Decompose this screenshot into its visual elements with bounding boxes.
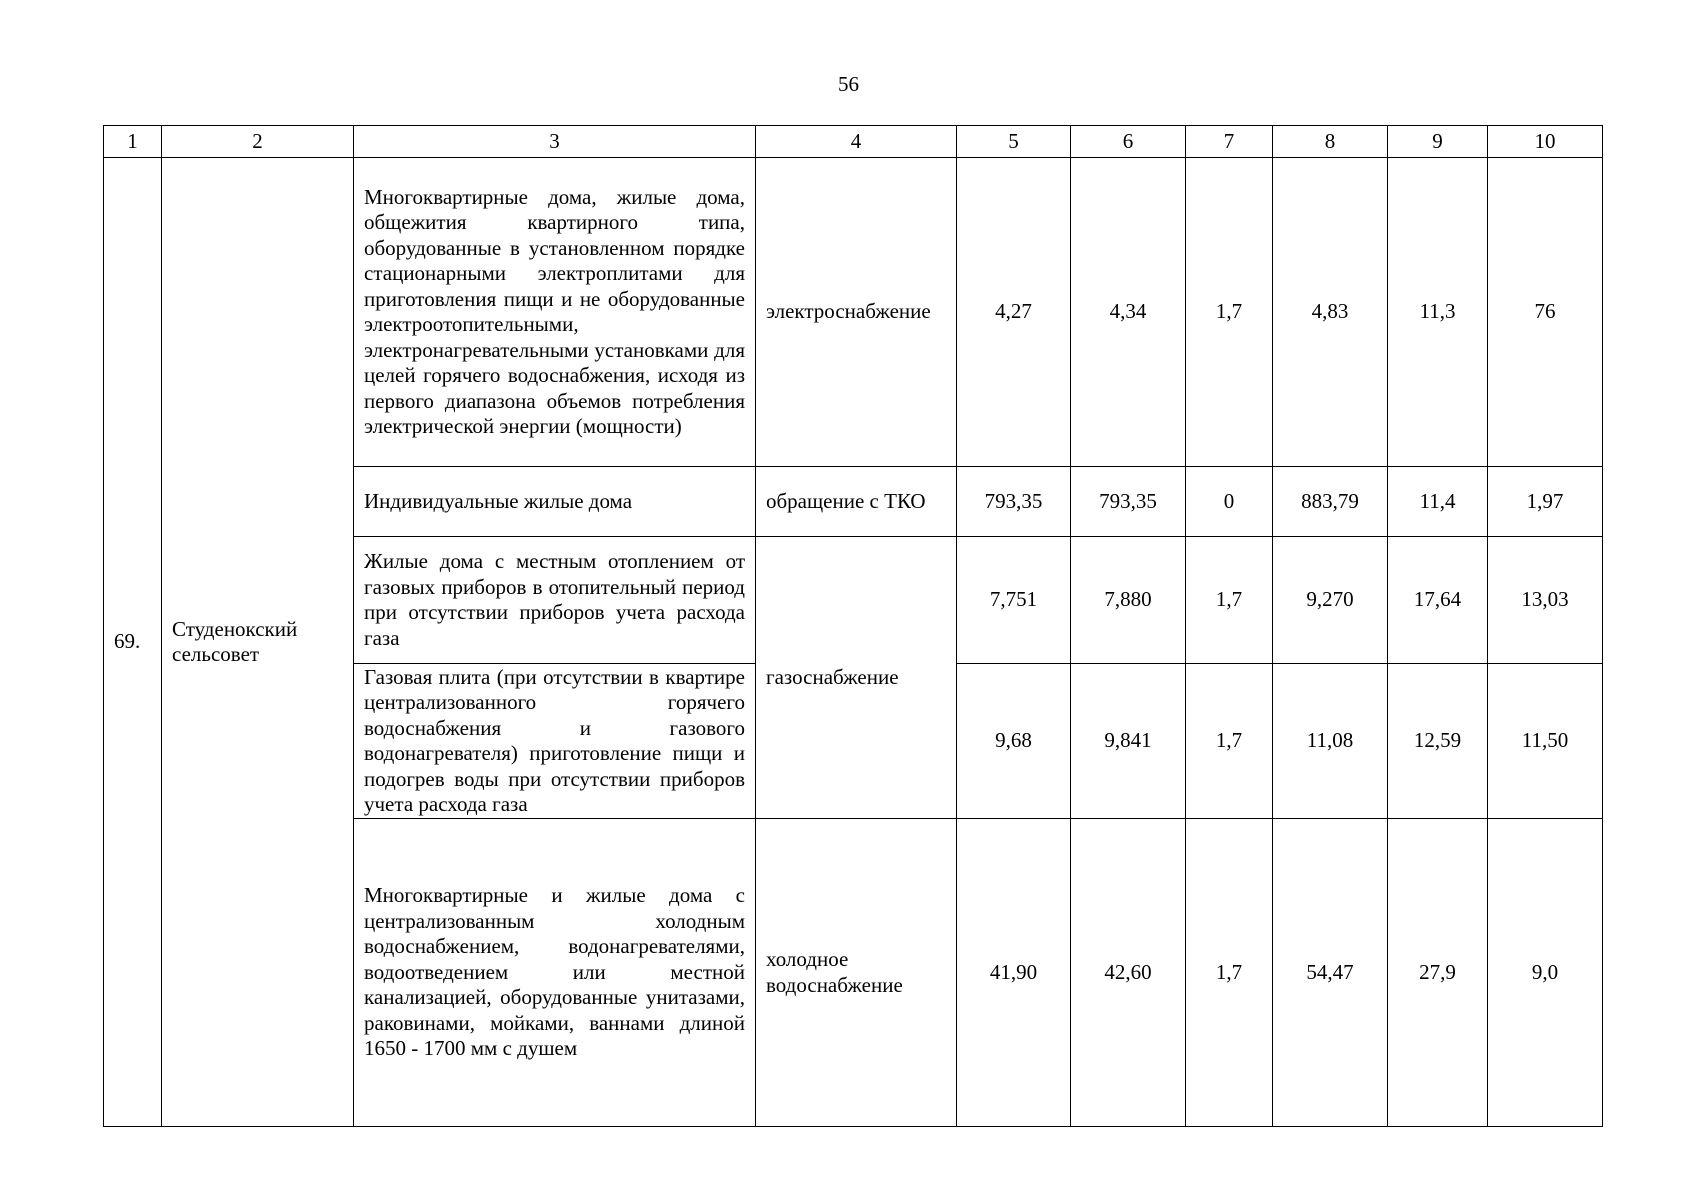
municipality-name: Студенокский сельсовет (172, 616, 298, 666)
header-cell: 5 (957, 126, 1071, 158)
value-cell: 41,90 (957, 819, 1071, 1127)
value-cell: 17,64 (1388, 537, 1488, 664)
value-cell: 793,35 (1071, 467, 1186, 537)
description-cell: Жилые дома с местным отоплением от газовых приборов в отопительный период при отсутствии приборов учета расхода газа (354, 537, 756, 664)
value-cell: 1,7 (1186, 664, 1273, 819)
header-cell: 7 (1186, 126, 1273, 158)
row-number: 69. (114, 629, 141, 654)
value-cell: 883,79 (1273, 467, 1388, 537)
tariff-table (103, 125, 1603, 1127)
header-cell: 8 (1273, 126, 1388, 158)
value-cell: 4,34 (1071, 158, 1186, 467)
value-cell: 7,880 (1071, 537, 1186, 664)
value-cell: 54,47 (1273, 819, 1388, 1127)
municipality-cell (162, 158, 354, 1127)
value-cell: 9,68 (957, 664, 1071, 819)
service-cell: электроснабжение (756, 158, 957, 467)
value-cell: 11,4 (1388, 467, 1488, 537)
page-number: 56 (838, 72, 859, 96)
header-row (104, 126, 1603, 158)
value-cell: 1,7 (1186, 537, 1273, 664)
value-cell: 4,83 (1273, 158, 1388, 467)
header-cell: 9 (1388, 126, 1488, 158)
value-cell: 7,751 (957, 537, 1071, 664)
header-cell: 1 (104, 126, 162, 158)
value-cell: 1,7 (1186, 158, 1273, 467)
value-cell: 11,08 (1273, 664, 1388, 819)
value-cell: 13,03 (1488, 537, 1603, 664)
value-cell: 12,59 (1388, 664, 1488, 819)
header-cell: 3 (354, 126, 756, 158)
description-cell: Газовая плита (при отсутствии в квартире централизованного горячего водоснабжения и газового водонагревателя) приготовление пищи и подогрев воды при отсутствии приборов учета расхода газа (354, 664, 756, 819)
value-cell: 76 (1488, 158, 1603, 467)
header-cell: 6 (1071, 126, 1186, 158)
header-cell: 10 (1488, 126, 1603, 158)
service-cell: холодное водоснабжение (756, 819, 957, 1127)
table-row (104, 158, 1603, 467)
value-cell: 27,9 (1388, 819, 1488, 1127)
service-cell: обращение с ТКО (756, 467, 957, 537)
description-cell: Многоквартирные дома, жилые дома, общежития квартирного типа, оборудованные в установленном порядке стационарными электроплитами для приготовления пищи и не оборудованные электроотопительными, электронагревательными установками для целей горячего водоснабжения, исходя из первого диапазона объемов потребления электрической энергии (мощности) (354, 158, 756, 467)
value-cell: 4,27 (957, 158, 1071, 467)
header-cell: 2 (162, 126, 354, 158)
value-cell: 793,35 (957, 467, 1071, 537)
value-cell: 9,0 (1488, 819, 1603, 1127)
row-number-cell (104, 158, 162, 1127)
value-cell: 0 (1186, 467, 1273, 537)
description-cell: Индивидуальные жилые дома (354, 467, 756, 537)
value-cell: 11,50 (1488, 664, 1603, 819)
header-cell: 4 (756, 126, 957, 158)
description-cell: Многоквартирные и жилые дома с централизованным холодным водоснабжением, водонагревателями, водоотведением или местной канализацией, оборудованные унитазами, раковинами, мойками, ваннами длиной 1650 - 1700 мм с душем (354, 819, 756, 1127)
value-cell: 11,3 (1388, 158, 1488, 467)
value-cell: 1,97 (1488, 467, 1603, 537)
value-cell: 42,60 (1071, 819, 1186, 1127)
value-cell: 9,841 (1071, 664, 1186, 819)
value-cell: 9,270 (1273, 537, 1388, 664)
service-cell: газоснабжение (756, 537, 957, 819)
value-cell: 1,7 (1186, 819, 1273, 1127)
